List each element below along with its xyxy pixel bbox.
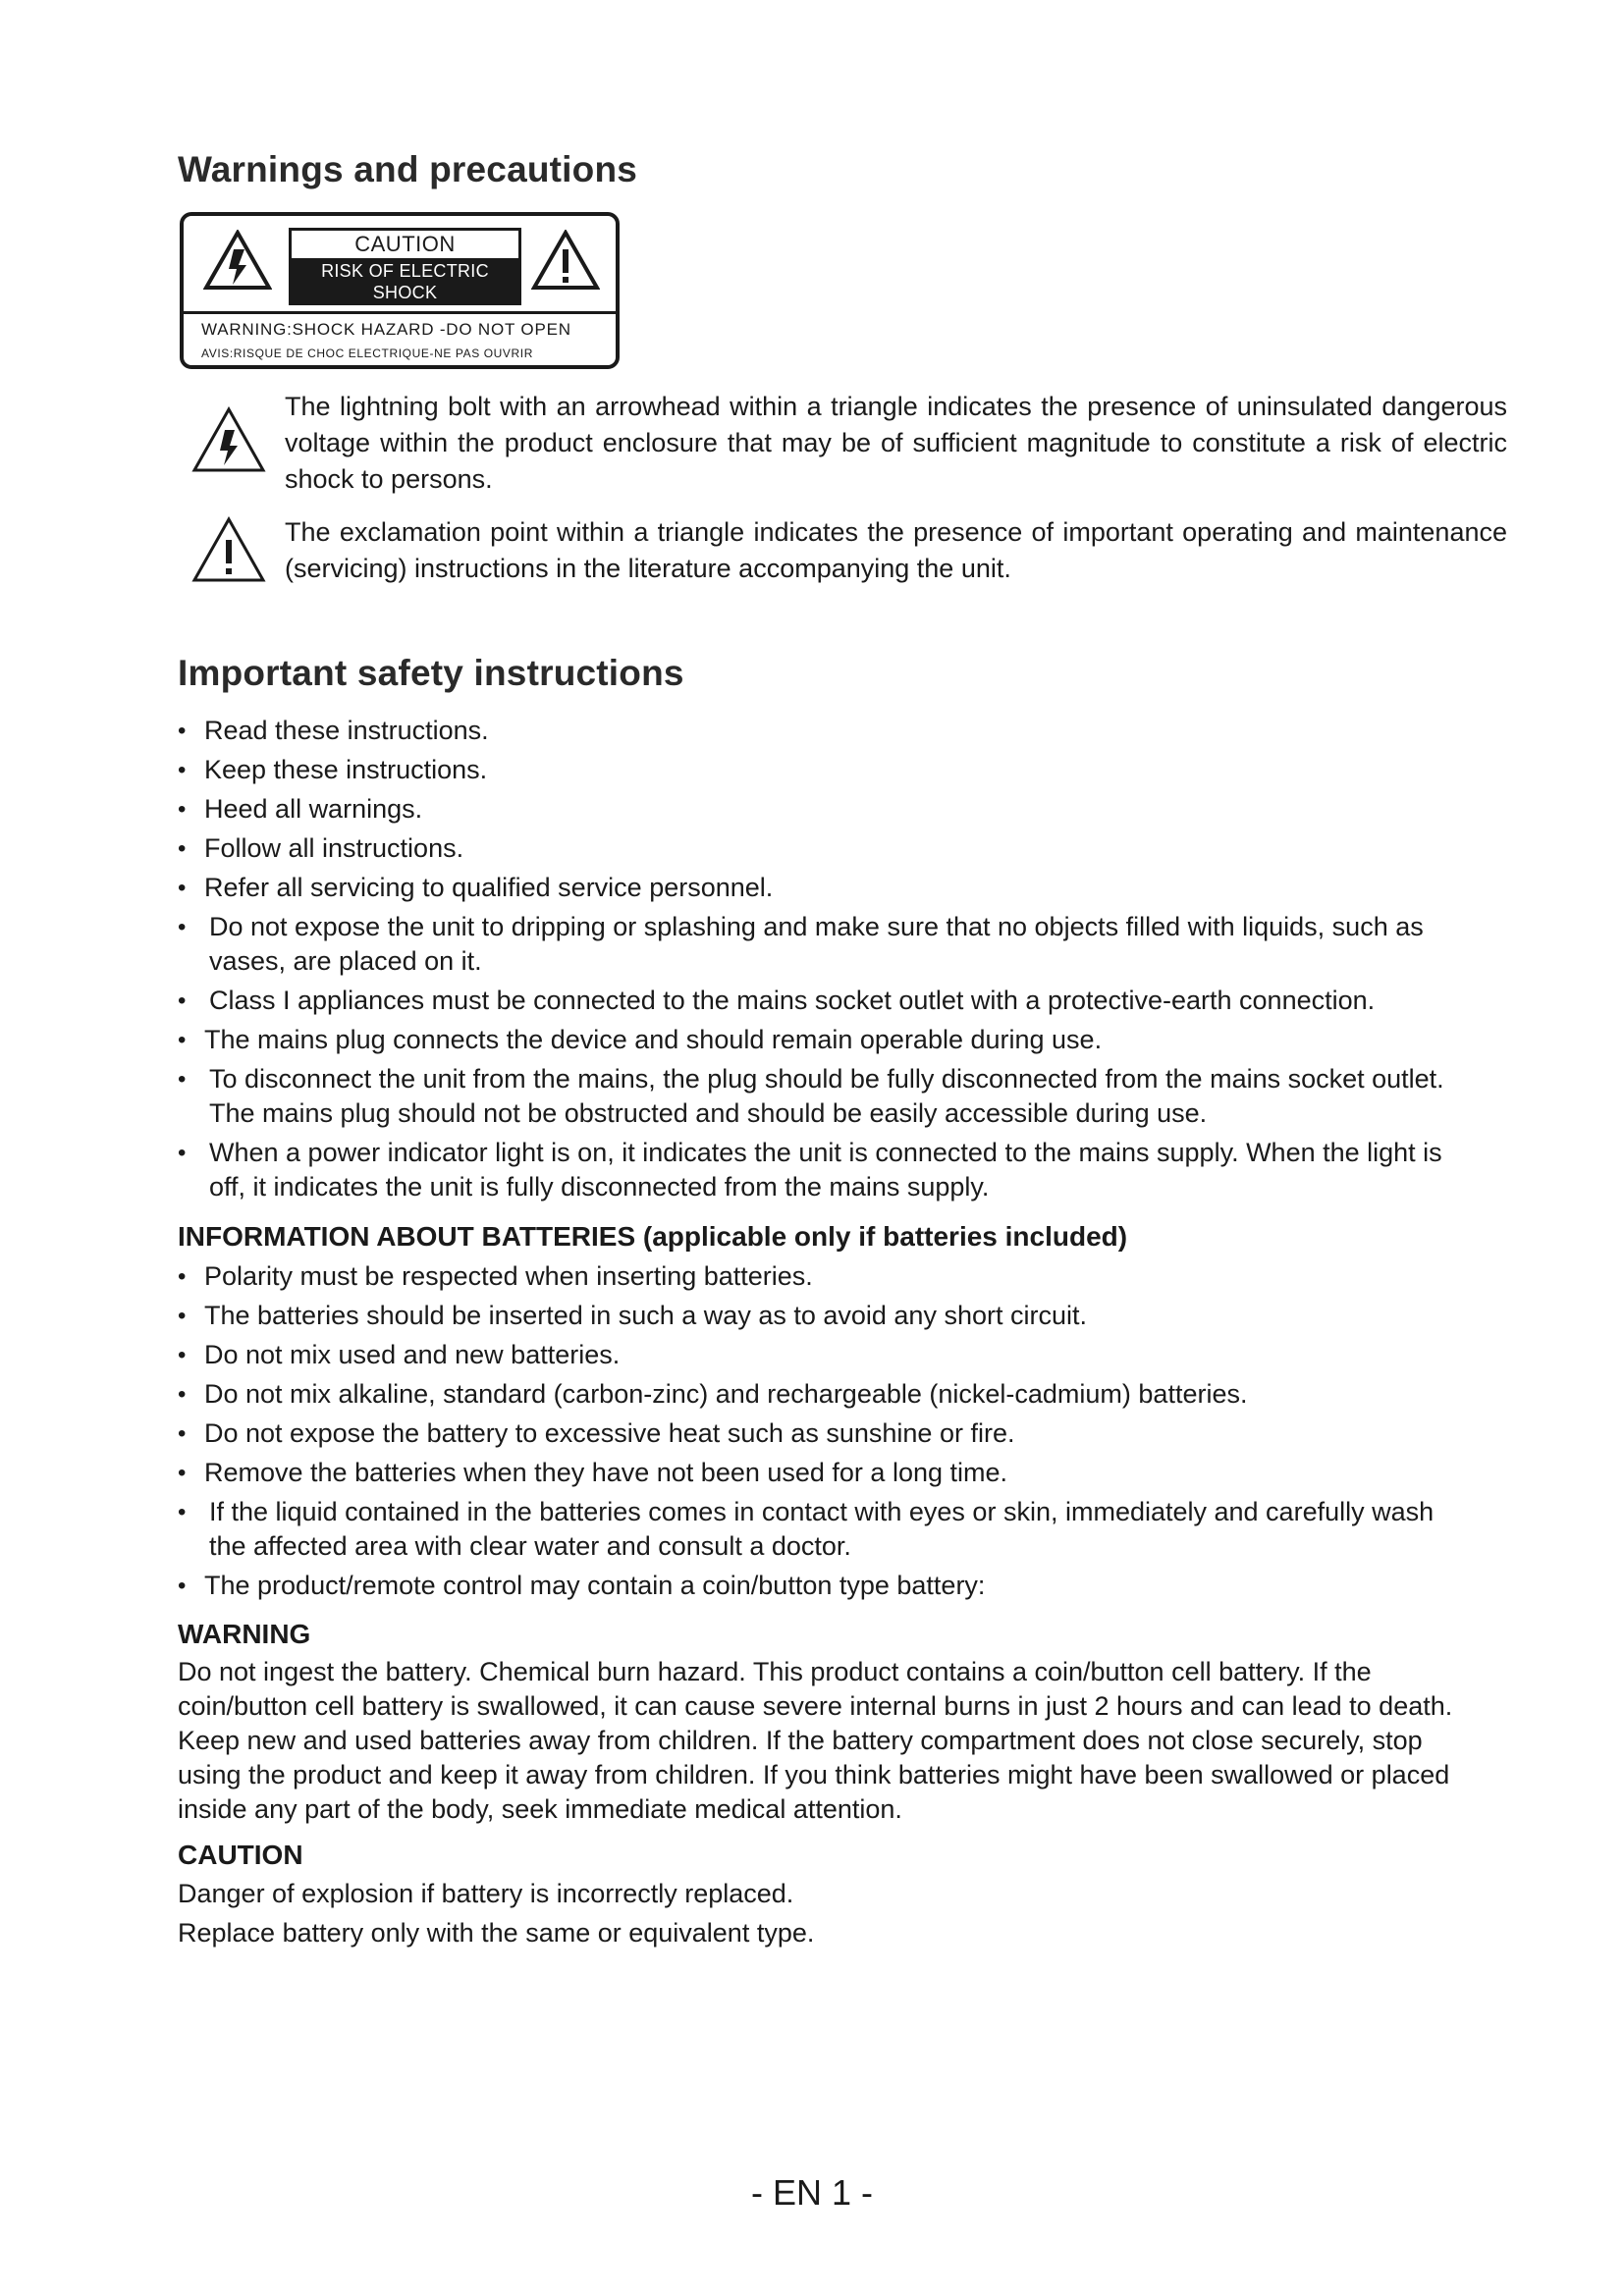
caution-label-risk-line2: DO NOT OPEN [342, 304, 468, 324]
safety-heading: Important safety instructions [178, 653, 684, 693]
caution-text-2: Replace battery only with the same or equivalent type. [178, 1918, 815, 1948]
exclamation-triangle-icon [531, 230, 600, 291]
list-item: • Follow all instructions. [178, 831, 1464, 866]
caution-label-center [289, 228, 521, 324]
list-item: • Class I appliances must be connected to the mains socket outlet with a protective-earth connection. [178, 984, 1464, 1018]
list-item: • If the liquid contained in the batteries comes in contact with eyes or skin, immediately and carefully wash the affected area with clear water and consult a doctor. [178, 1495, 1464, 1564]
page-number: - EN 1 - [750, 2172, 873, 2213]
list-item: • Do not expose the battery to excessive heat such as sunshine or fire. [178, 1416, 1464, 1451]
warning-text: Do not ingest the battery. Chemical burn hazard. This product contains a coin/button cell battery. If the coin/button cell battery is swallowed, it can cause severe internal burns in just 2 hours and can lead to death. Keep new and used batteries away from children. If the battery compartment does not close securely, stop using the product and keep it away from children. If you think batteries might have been swallowed or placed inside any part of the body, seek immediate medical attention. [178, 1657, 1453, 1824]
caution-label-risk-line1: RISK OF ELECTRIC SHOCK [321, 261, 489, 302]
list-item: • Do not mix used and new batteries. [178, 1338, 1464, 1372]
caution-label-warning: WARNING:SHOCK HAZARD -DO NOT OPEN [201, 320, 571, 339]
list-item: • Heed all warnings. [178, 792, 1464, 827]
caution-label-risk [289, 258, 521, 324]
safety-list [178, 714, 1464, 1209]
list-item: • Polarity must be respected when inserting batteries. [178, 1259, 1464, 1294]
list-item: • Do not expose the unit to dripping or splashing and make sure that no objects filled with liquids, such as vases, are placed on it. [178, 910, 1464, 979]
caution-label-avis: AVIS:RISQUE DE CHOC ELECTRIQUE-NE PAS OUVRIR [201, 347, 534, 360]
exclamation-symbol-explanation [191, 514, 1507, 587]
caution-heading: CAUTION [178, 1840, 303, 1870]
list-item: • The product/remote control may contain a coin/button type battery: [178, 1569, 1464, 1603]
batteries-heading: INFORMATION ABOUT BATTERIES (applicable only if batteries included) [178, 1221, 1128, 1252]
lightning-description: The lightning bolt with an arrowhead within a triangle indicates the presence of uninsulated dangerous voltage within the product enclosure that may be of sufficient magnitude to constitute a risk of electric shock to persons. [285, 392, 1507, 494]
caution-label-divider [184, 311, 616, 314]
exclamation-point-icon [191, 516, 266, 583]
batteries-list [178, 1259, 1464, 1608]
list-item: • Read these instructions. [178, 714, 1464, 748]
lightning-triangle-icon [203, 230, 272, 291]
warnings-heading: Warnings and precautions [178, 149, 638, 189]
caution-text-1: Danger of explosion if battery is incorrectly replaced. [178, 1879, 794, 1908]
exclamation-description: The exclamation point within a triangle indicates the presence of important operating and maintenance (servicing) instructions in the literature accompanying the unit. [285, 517, 1507, 583]
list-item: • When a power indicator light is on, it indicates the unit is connected to the mains supply. When the light is off, it indicates the unit is fully disconnected from the mains supply. [178, 1136, 1464, 1204]
lightning-bolt-icon [191, 406, 266, 473]
warning-heading: WARNING [178, 1619, 311, 1649]
list-item: • Remove the batteries when they have not been used for a long time. [178, 1456, 1464, 1490]
list-item: • Do not mix alkaline, standard (carbon-zinc) and rechargeable (nickel-cadmium) batteries. [178, 1377, 1464, 1412]
list-item: • The mains plug connects the device and should remain operable during use. [178, 1023, 1464, 1057]
list-item: • The batteries should be inserted in such a way as to avoid any short circuit. [178, 1299, 1464, 1333]
list-item: • To disconnect the unit from the mains, the plug should be fully disconnected from the mains socket outlet. The mains plug should not be obstructed and should be easily accessible during use. [178, 1062, 1464, 1131]
list-item: • Keep these instructions. [178, 753, 1464, 787]
lightning-symbol-explanation [191, 389, 1507, 498]
list-item: • Refer all servicing to qualified service personnel. [178, 871, 1464, 905]
caution-label [180, 212, 620, 369]
caution-label-title: CAUTION [289, 228, 521, 258]
